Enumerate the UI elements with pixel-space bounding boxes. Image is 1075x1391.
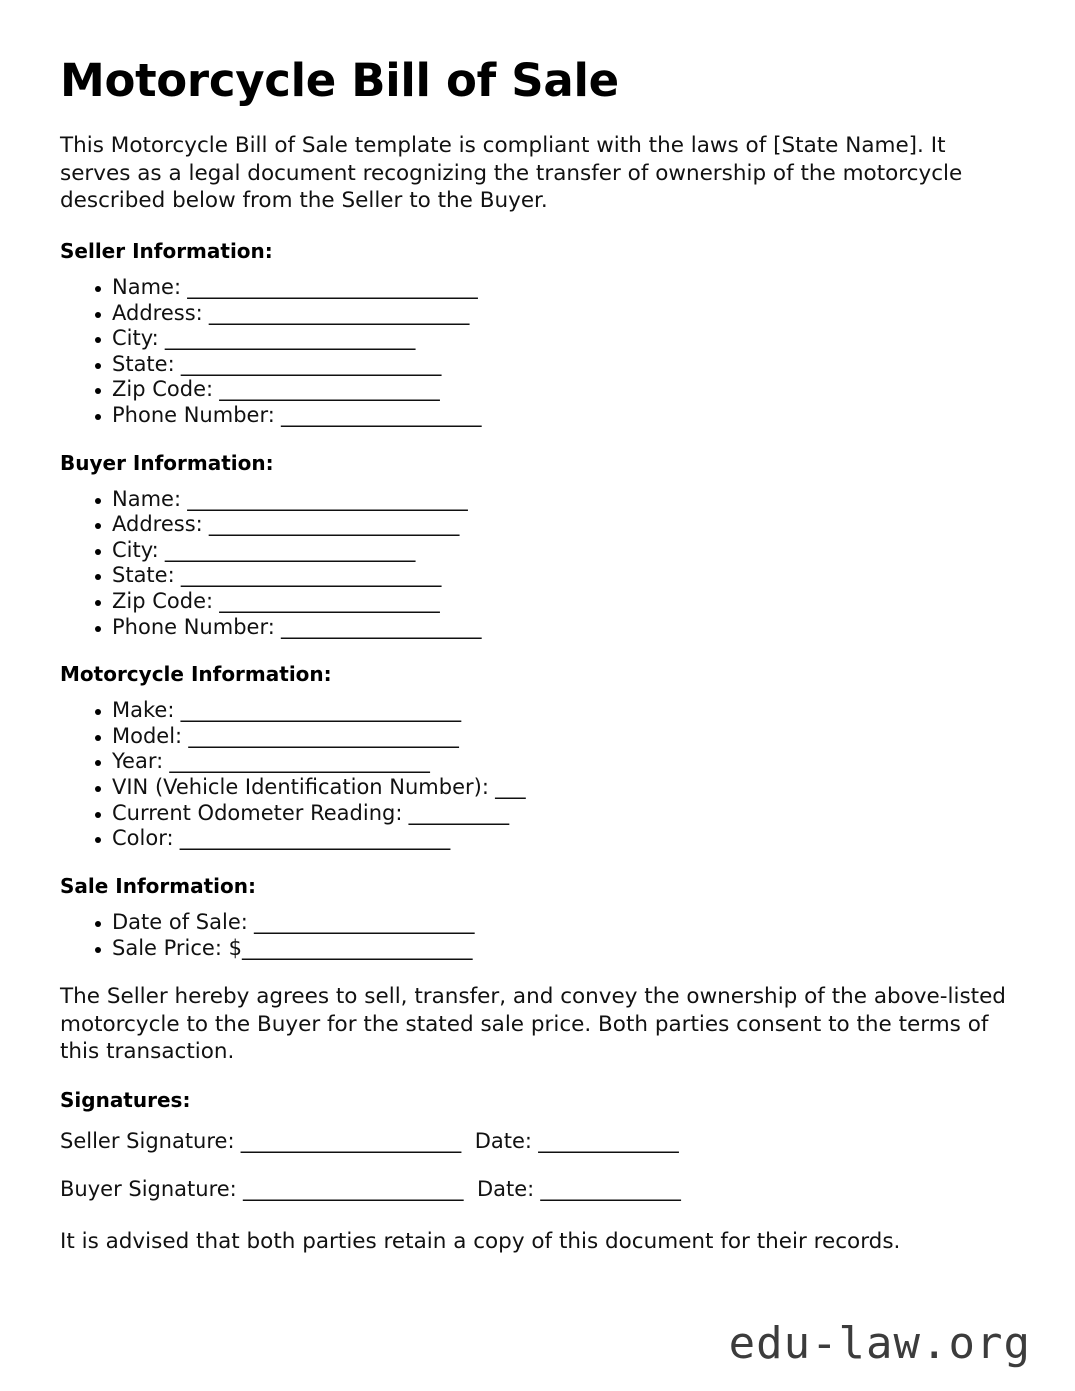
- field-blank-line[interactable]: ____________________________: [181, 486, 468, 511]
- field-blank-line[interactable]: ____________________: [274, 614, 481, 639]
- page-title: Motorcycle Bill of Sale: [60, 54, 619, 107]
- field-blank-line[interactable]: _________________________: [158, 537, 415, 562]
- field-blank-line[interactable]: ____________________: [274, 402, 481, 427]
- field-blank-line[interactable]: _________________________: [158, 326, 415, 351]
- field-blank-line[interactable]: _____________________________: [181, 274, 478, 299]
- list-item: [60, 512, 1015, 538]
- buyer-information-heading: Buyer Information:: [60, 450, 274, 475]
- list-item: [60, 775, 1015, 801]
- field-blank-line[interactable]: ___________________________: [173, 826, 450, 851]
- field-label: City:: [112, 537, 159, 562]
- list-item: [60, 936, 1015, 962]
- list-item: [60, 801, 1015, 827]
- field-label: Zip Code:: [112, 377, 214, 402]
- field-blank-line[interactable]: ____________________________: [174, 698, 461, 723]
- field-label: State:: [112, 563, 175, 588]
- list-item: [60, 538, 1015, 564]
- date-label: Date:: [474, 1128, 533, 1153]
- list-item: [60, 326, 1015, 352]
- signature-label: Seller Signature:: [60, 1128, 235, 1153]
- field-blank-line[interactable]: _______________________: [241, 935, 472, 960]
- field-blank-line[interactable]: _________________________: [202, 512, 459, 537]
- field-label: Name:: [112, 486, 182, 511]
- signature-label: Buyer Signature:: [60, 1176, 237, 1201]
- field-label: City:: [112, 326, 159, 351]
- motorcycle-information-section: [60, 662, 1015, 852]
- field-blank-line[interactable]: ______________________: [213, 377, 440, 402]
- motorcycle-information-heading: Motorcycle Information:: [60, 662, 332, 687]
- field-label: Phone Number:: [112, 614, 275, 639]
- field-blank-line[interactable]: ___________________________: [182, 723, 459, 748]
- field-label: Date of Sale:: [112, 909, 248, 934]
- list-item: [60, 487, 1015, 513]
- list-item: [60, 403, 1015, 429]
- list-item: [60, 698, 1015, 724]
- list-item: [60, 377, 1015, 403]
- signature-blank-line[interactable]: ______________________: [236, 1176, 463, 1201]
- field-label: Current Odometer Reading:: [112, 800, 403, 825]
- date-blank-line[interactable]: ______________: [532, 1128, 679, 1153]
- signature-row: [60, 1128, 1015, 1154]
- agreement-paragraph: The Seller hereby agrees to sell, transfer, and convey the ownership of the above-listed motorcycle to the Buyer for the stated sale price. Both parties consent to the terms of this transaction.: [60, 984, 1006, 1065]
- sale-information-section: [60, 874, 1015, 961]
- buyer-field-list: [60, 487, 1015, 641]
- sale-information-heading: Sale Information:: [60, 873, 256, 898]
- field-blank-line[interactable]: __________: [402, 800, 509, 825]
- signatures-section: [60, 1088, 1015, 1203]
- field-blank-line[interactable]: ______________________: [247, 909, 475, 934]
- field-label: Address:: [112, 300, 203, 325]
- list-item: [60, 749, 1015, 775]
- intro-paragraph: This Motorcycle Bill of Sale template is compliant with the laws of [State Name]. It serves as a legal document recognizing the transfer of ownership of the motorcycle described below from the Seller to the Buyer.: [60, 133, 963, 214]
- field-label: Year:: [112, 749, 164, 774]
- field-label: Phone Number:: [112, 402, 275, 427]
- list-item: [60, 615, 1015, 641]
- buyer-information-section: [60, 451, 1015, 641]
- signatures-heading: Signatures:: [60, 1087, 191, 1112]
- field-label: State:: [112, 351, 175, 376]
- sale-field-list: [60, 910, 1015, 961]
- seller-information-section: [60, 239, 1015, 429]
- site-watermark: edu-law.org: [728, 1318, 1031, 1369]
- field-label: Sale Price: $: [112, 935, 242, 960]
- field-label: VIN (Vehicle Identification Number):: [112, 775, 489, 800]
- date-blank-line[interactable]: ______________: [534, 1176, 681, 1201]
- seller-information-heading: Seller Information:: [60, 238, 273, 263]
- list-item: [60, 589, 1015, 615]
- motorcycle-field-list: [60, 698, 1015, 852]
- date-label: Date:: [476, 1176, 535, 1201]
- seller-field-list: [60, 275, 1015, 429]
- field-blank-line[interactable]: __________________________: [174, 563, 441, 588]
- list-item: [60, 563, 1015, 589]
- list-item: [60, 352, 1015, 378]
- list-item: [60, 301, 1015, 327]
- field-blank-line[interactable]: ______________________: [213, 589, 440, 614]
- signature-rows: [60, 1128, 1015, 1203]
- list-item: [60, 724, 1015, 750]
- list-item: [60, 275, 1015, 301]
- field-blank-line[interactable]: __________________________: [202, 300, 469, 325]
- field-blank-line[interactable]: __________________________: [163, 749, 430, 774]
- signature-row: [60, 1176, 1015, 1202]
- field-blank-line[interactable]: __________________________: [174, 351, 441, 376]
- field-label: Make:: [112, 698, 175, 723]
- field-label: Address:: [112, 512, 203, 537]
- list-item: [60, 910, 1015, 936]
- list-item: [60, 826, 1015, 852]
- field-blank-line[interactable]: ___: [488, 775, 526, 800]
- closing-note: It is advised that both parties retain a copy of this document for their records.: [60, 1229, 901, 1255]
- field-label: Name:: [112, 274, 182, 299]
- signature-blank-line[interactable]: ______________________: [234, 1128, 461, 1153]
- field-label: Color:: [112, 826, 174, 851]
- field-label: Zip Code:: [112, 589, 214, 614]
- field-label: Model:: [112, 723, 183, 748]
